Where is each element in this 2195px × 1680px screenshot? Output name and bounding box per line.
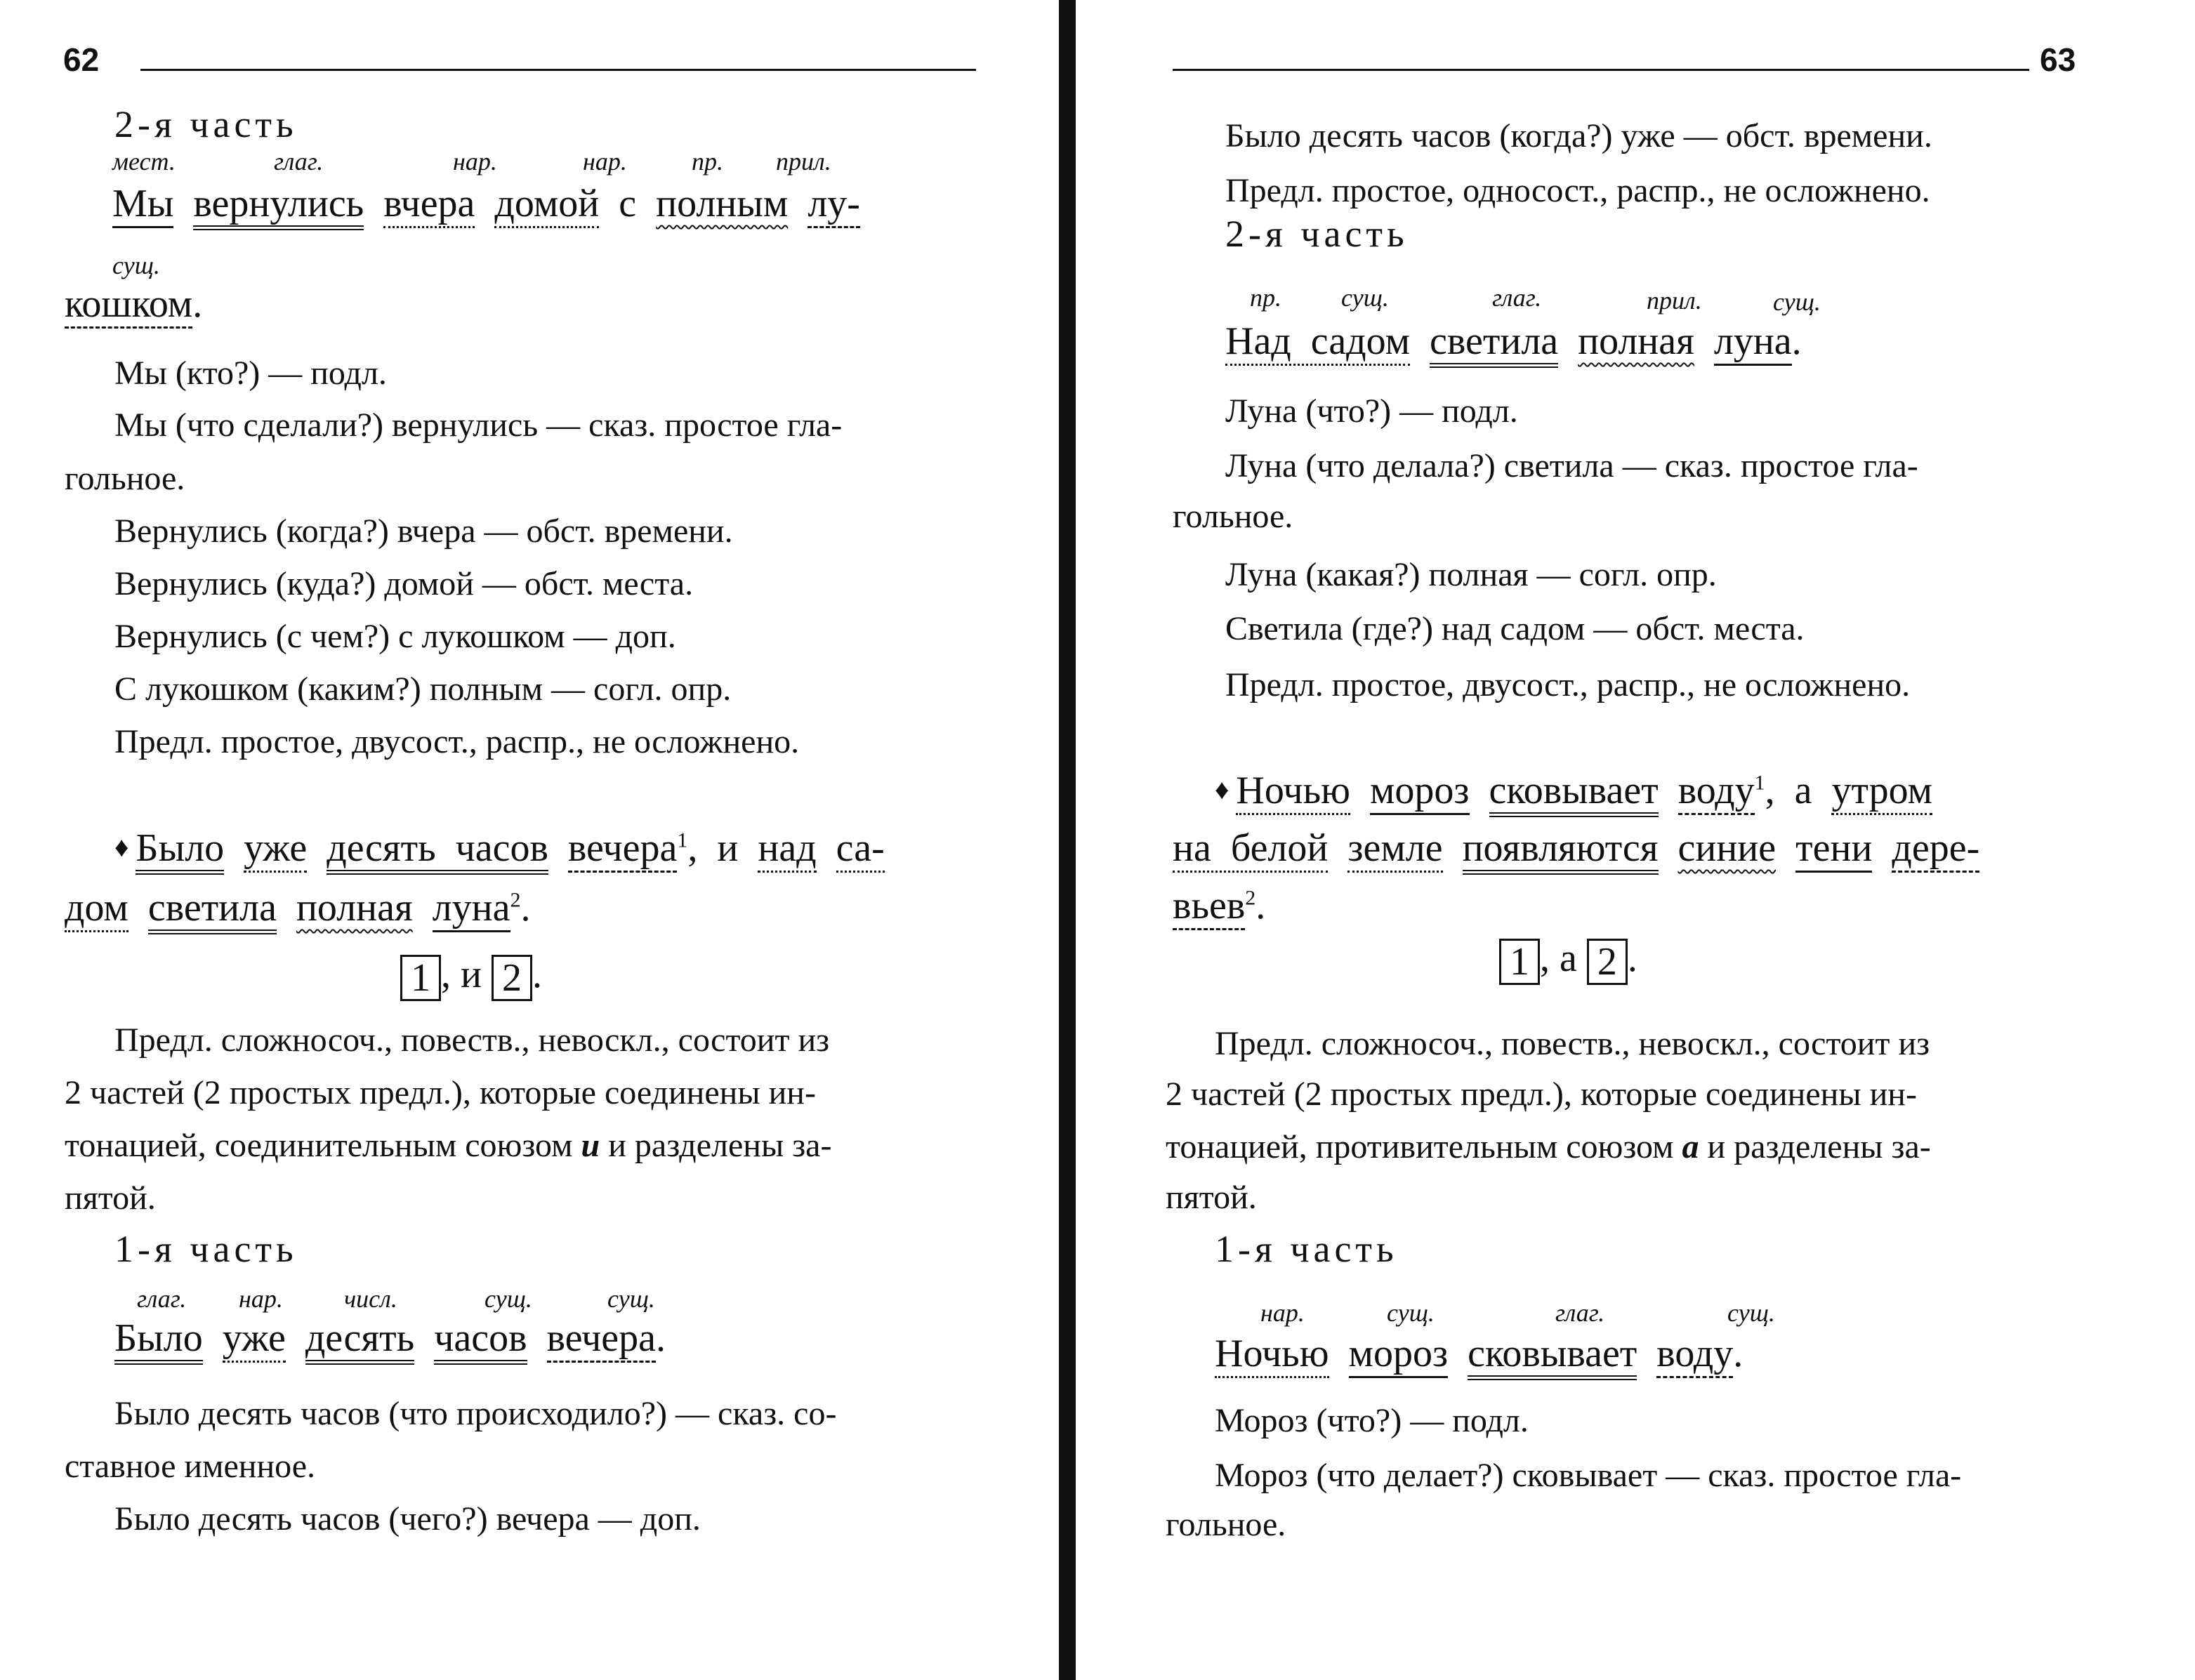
analysis-line: Предл. простое, двусост., распр., не осложнено.	[114, 723, 800, 760]
pos-label: сущ.	[485, 1285, 532, 1313]
part-heading: 2-я часть	[1225, 213, 1409, 255]
pos-label: числ.	[344, 1285, 397, 1313]
left-page	[0, 0, 1053, 1680]
example-sentence-cont: кошком.	[65, 284, 202, 329]
part-heading: 2-я часть	[114, 103, 298, 145]
pos-label: пр.	[692, 147, 723, 176]
pos-label: мест.	[112, 147, 176, 176]
pos-label: глаг.	[1492, 284, 1542, 312]
predicate-word: Было	[114, 1318, 203, 1365]
example-sentence: Было уже десять часов вечера.	[114, 1318, 666, 1365]
example-sentence: Ночью мороз сковывает воду.	[1215, 1334, 1743, 1380]
predicate-word: вернулись	[193, 184, 364, 230]
scheme-box: 1	[1499, 939, 1540, 985]
part-heading: 1-я часть	[1215, 1228, 1398, 1270]
analysis-line: гольное.	[65, 460, 185, 497]
scheme-box: 1	[400, 955, 441, 1001]
subject-word: луна	[433, 888, 510, 932]
analysis-line: Предл. простое, двусост., распр., не осложнено.	[1225, 666, 1911, 703]
description-line: Предл. сложносоч., повеств., невоскл., состоит из	[1215, 1025, 1930, 1062]
subject-word: Мы	[112, 184, 173, 228]
object-word: воду	[1656, 1334, 1733, 1378]
adverbial-word: Над садом	[1225, 322, 1410, 366]
attribute-word: полным	[656, 182, 789, 225]
scheme-box: 2	[492, 955, 532, 1001]
header-rule	[140, 69, 976, 71]
pos-label: пр.	[1250, 284, 1281, 312]
pos-label: глаг.	[1555, 1299, 1605, 1327]
pos-label: нар.	[583, 147, 627, 176]
pos-label: нар.	[239, 1285, 283, 1313]
analysis-line: Было десять часов (чего?) вечера — доп.	[114, 1500, 701, 1537]
analysis-line: Вернулись (когда?) вчера — обст. времени.	[114, 512, 733, 550]
adverbial-word: над	[758, 828, 816, 873]
predicate-word: сковывает	[1489, 771, 1659, 817]
analysis-line: Мороз (что?) — подл.	[1215, 1402, 1529, 1439]
adverbial-word: Ночью	[1215, 1334, 1329, 1378]
adverbial-word: вчера	[383, 184, 475, 228]
page-number: 62	[63, 41, 100, 78]
analysis-line: Луна (что?) — подл.	[1225, 392, 1518, 430]
subject-word: мороз	[1370, 771, 1470, 815]
subject-word: луна	[1714, 322, 1792, 366]
predicate-word: светила	[1430, 322, 1558, 368]
description-line: 2 частей (2 простых предл.), которые соединены ин-	[65, 1074, 816, 1111]
subject-word: мороз	[1349, 1334, 1449, 1378]
predicate-word: сковывает	[1468, 1334, 1637, 1380]
example-sentence: ♦ Ночью мороз сковывает воду$^1$, а утром	[1215, 771, 1932, 817]
pos-label: сущ.	[1387, 1299, 1435, 1327]
attribute-word: вьев	[1173, 886, 1245, 930]
object-word: кошком	[65, 284, 192, 329]
analysis-line: Луна (какая?) полная — согл. опр.	[1225, 556, 1717, 593]
analysis-line: Предл. простое, односост., распр., не осложнено.	[1225, 172, 1930, 209]
description-line: пятой.	[1166, 1179, 1257, 1216]
object-word: лу-	[808, 184, 860, 228]
description-line: тонацией, противительным союзом а и разделены за-	[1166, 1128, 1931, 1165]
adverbial-word: Ночью	[1236, 771, 1350, 815]
pos-label: сущ.	[1773, 288, 1821, 316]
example-sentence-cont: вьев$^2$.	[1173, 886, 1265, 930]
pos-label: сущ.	[112, 251, 160, 279]
analysis-line: Вернулись (куда?) домой — обст. места.	[114, 565, 694, 602]
adverbial-word: уже	[244, 828, 307, 873]
subject-word: тени	[1795, 828, 1872, 873]
header-rule	[1173, 69, 2029, 71]
example-sentence-cont	[1173, 828, 1979, 875]
object-word: вечера	[547, 1318, 656, 1363]
object-word: вечера	[568, 828, 677, 873]
attribute-word: полная	[1578, 319, 1694, 363]
sentence-scheme: 1 , а 2 .	[1499, 939, 1637, 985]
scheme-box: 2	[1587, 939, 1628, 985]
book-spine	[1059, 0, 1076, 1680]
pos-label: прил.	[776, 147, 831, 176]
example-sentence-cont: дом светила полная луна$^2$.	[65, 888, 531, 934]
pos-label: нар.	[1260, 1299, 1305, 1327]
analysis-line: Мы (кто?) — подл.	[114, 355, 387, 392]
attribute-word: полная	[296, 886, 413, 930]
analysis-line: С лукошком (каким?) полным — согл. опр.	[114, 670, 732, 708]
adverbial-word: домой	[494, 184, 599, 228]
example-sentence	[112, 184, 860, 230]
bullet-icon: ♦	[114, 831, 129, 863]
predicate-word: десять	[305, 1318, 414, 1365]
pos-label: сущ.	[607, 1285, 655, 1313]
conjunction: и	[581, 1127, 600, 1164]
analysis-line: ставное именное.	[65, 1448, 316, 1485]
adverbial-word: земле	[1347, 828, 1442, 873]
predicate-word: часов	[434, 1318, 527, 1365]
analysis-line: Было десять часов (что происходило?) — сказ. со-	[114, 1395, 837, 1432]
pos-label: сущ.	[1727, 1299, 1775, 1327]
description-line: тонацией, соединительным союзом и и разделены за-	[65, 1127, 832, 1164]
pos-label: глаг.	[274, 147, 324, 176]
pos-label: глаг.	[137, 1285, 187, 1313]
description-line: Предл. сложносоч., повеств., невоскл., состоит из	[114, 1021, 830, 1059]
pos-label: нар.	[453, 147, 497, 176]
sentence-scheme: 1 , и 2 .	[400, 955, 542, 1001]
adverbial-word: на белой	[1173, 828, 1328, 873]
description-line: 2 частей (2 простых предл.), которые соединены ин-	[1166, 1076, 1917, 1113]
preposition: с	[619, 182, 637, 225]
part-heading: 1-я часть	[114, 1228, 298, 1270]
analysis-line: Луна (что делала?) светила — сказ. простое гла-	[1225, 447, 1918, 484]
predicate-word: появляются	[1463, 828, 1659, 875]
bullet-icon: ♦	[1215, 774, 1230, 805]
analysis-line: Светила (где?) над садом — обст. места.	[1225, 610, 1805, 647]
adverbial-word: дом	[65, 888, 128, 932]
predicate-word: светила	[148, 888, 277, 934]
predicate-word: Было	[136, 828, 224, 875]
analysis-line: гольное.	[1166, 1506, 1286, 1543]
analysis-line: Мы (что сделали?) вернулись — сказ. простое гла-	[114, 406, 843, 444]
right-page	[1078, 0, 2195, 1680]
pos-label: сущ.	[1341, 284, 1389, 312]
analysis-line: гольное.	[1173, 498, 1293, 535]
page-number: 63	[2040, 41, 2076, 78]
example-sentence: Над садом светила полная луна.	[1225, 322, 1802, 368]
analysis-line: Было десять часов (когда?) уже — обст. времени.	[1225, 117, 1932, 154]
example-sentence: ♦ Было уже десять часов вечера$^1$, и над са-	[114, 828, 885, 875]
object-word: воду	[1678, 771, 1755, 815]
analysis-line: Вернулись (с чем?) с лукошком — доп.	[114, 618, 676, 655]
adverbial-word: са-	[836, 828, 885, 873]
predicate-word: десять часов	[327, 828, 548, 875]
pos-label: прил.	[1647, 286, 1702, 315]
description-line: пятой.	[65, 1179, 156, 1217]
conjunction: а	[1682, 1128, 1699, 1165]
attribute-word: дере-	[1892, 828, 1979, 873]
analysis-line: Мороз (что делает?) сковывает — сказ. простое гла-	[1215, 1457, 1962, 1494]
attribute-word: синие	[1677, 826, 1777, 870]
adverbial-word: уже	[223, 1318, 286, 1363]
adverbial-word: утром	[1831, 771, 1932, 815]
